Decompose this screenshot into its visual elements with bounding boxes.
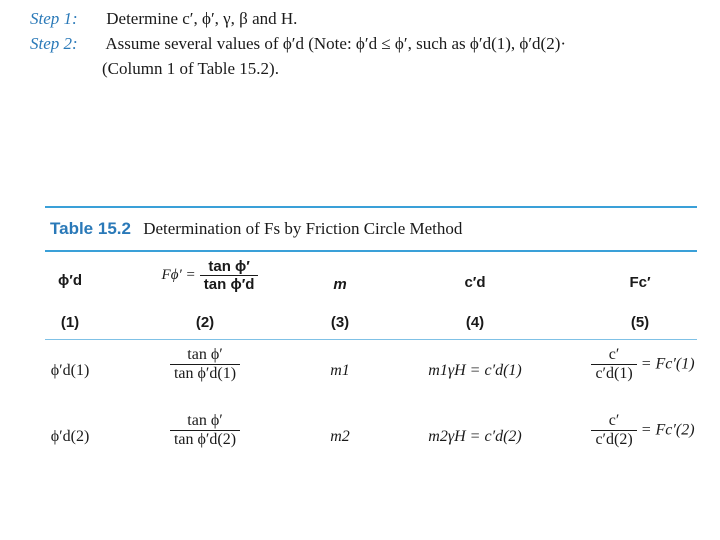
row-2-f-c-rhs: = Fc′(2)	[640, 421, 695, 439]
step-1-label: Step 1:	[30, 9, 78, 28]
row-1-fraction	[160, 346, 250, 383]
column-number-3: (3)	[330, 314, 350, 331]
row-1-f-c-denominator: c′d(1)	[595, 365, 633, 382]
table-number: Table 15.2	[50, 219, 131, 238]
row-1-f-c-rhs: = Fc′(1)	[640, 355, 695, 373]
row-1-f-c	[578, 346, 708, 383]
step-2-continuation: (Column 1 of Table 15.2).	[102, 59, 279, 78]
row-1-fraction-inner	[170, 346, 240, 383]
header-f-phi-fraction	[200, 258, 259, 293]
header-f-phi	[140, 258, 280, 293]
column-number-2: (2)	[195, 314, 215, 331]
table-top-rule	[45, 206, 697, 208]
header-c-d: c′d	[464, 274, 486, 291]
row-1-phi: ϕ′d(1)	[50, 362, 90, 379]
row-1-f-c-fraction	[591, 346, 636, 383]
table-header-rule	[45, 250, 697, 252]
step-1-text: Determine c′, ϕ′, γ, β and H.	[106, 9, 298, 28]
step-2	[30, 33, 566, 55]
row-1-m: m1	[330, 362, 350, 379]
header-f-phi-numerator: tan ϕ′	[200, 258, 259, 276]
table-caption	[50, 219, 462, 239]
row-2-numerator: tan ϕ′	[170, 412, 240, 431]
column-number-5: (5)	[630, 314, 650, 331]
step-1	[30, 8, 297, 30]
header-m: m	[333, 276, 347, 293]
row-2-fraction	[160, 412, 250, 449]
row-1-denominator: tan ϕ′d(1)	[173, 365, 237, 382]
row-2-denominator: tan ϕ′d(2)	[173, 431, 237, 448]
header-f-phi-prefix: Fϕ′ =	[161, 267, 196, 283]
column-number-1: (1)	[60, 314, 80, 331]
header-phi-d: ϕ′d	[57, 272, 82, 289]
table-column-number-rule	[45, 339, 697, 340]
row-2-f-c	[578, 412, 708, 449]
step-2-text: Assume several values of ϕ′d (Note: ϕ′d ≤ ϕ′, such as ϕ′d(1), ϕ′d(2)·	[105, 34, 567, 53]
column-number-4: (4)	[465, 314, 485, 331]
row-1-c-d: m1γH = c′d(1)	[428, 362, 522, 379]
row-2-c-d: m2γH = c′d(2)	[428, 428, 522, 445]
row-2-f-c-fraction	[591, 412, 636, 449]
step-2-label: Step 2:	[30, 34, 78, 53]
row-1-numerator: tan ϕ′	[170, 346, 240, 365]
row-2-m: m2	[330, 428, 350, 445]
row-1-f-c-numerator: c′	[591, 346, 636, 365]
row-2-phi: ϕ′d(2)	[50, 428, 90, 445]
table-title: Determination of Fs by Friction Circle Method	[143, 219, 463, 238]
header-f-phi-denominator: tan ϕ′d	[203, 276, 255, 293]
row-2-fraction-inner	[170, 412, 240, 449]
header-f-c: Fc′	[629, 274, 651, 291]
row-2-f-c-denominator: c′d(2)	[595, 431, 633, 448]
row-2-f-c-numerator: c′	[591, 412, 636, 431]
